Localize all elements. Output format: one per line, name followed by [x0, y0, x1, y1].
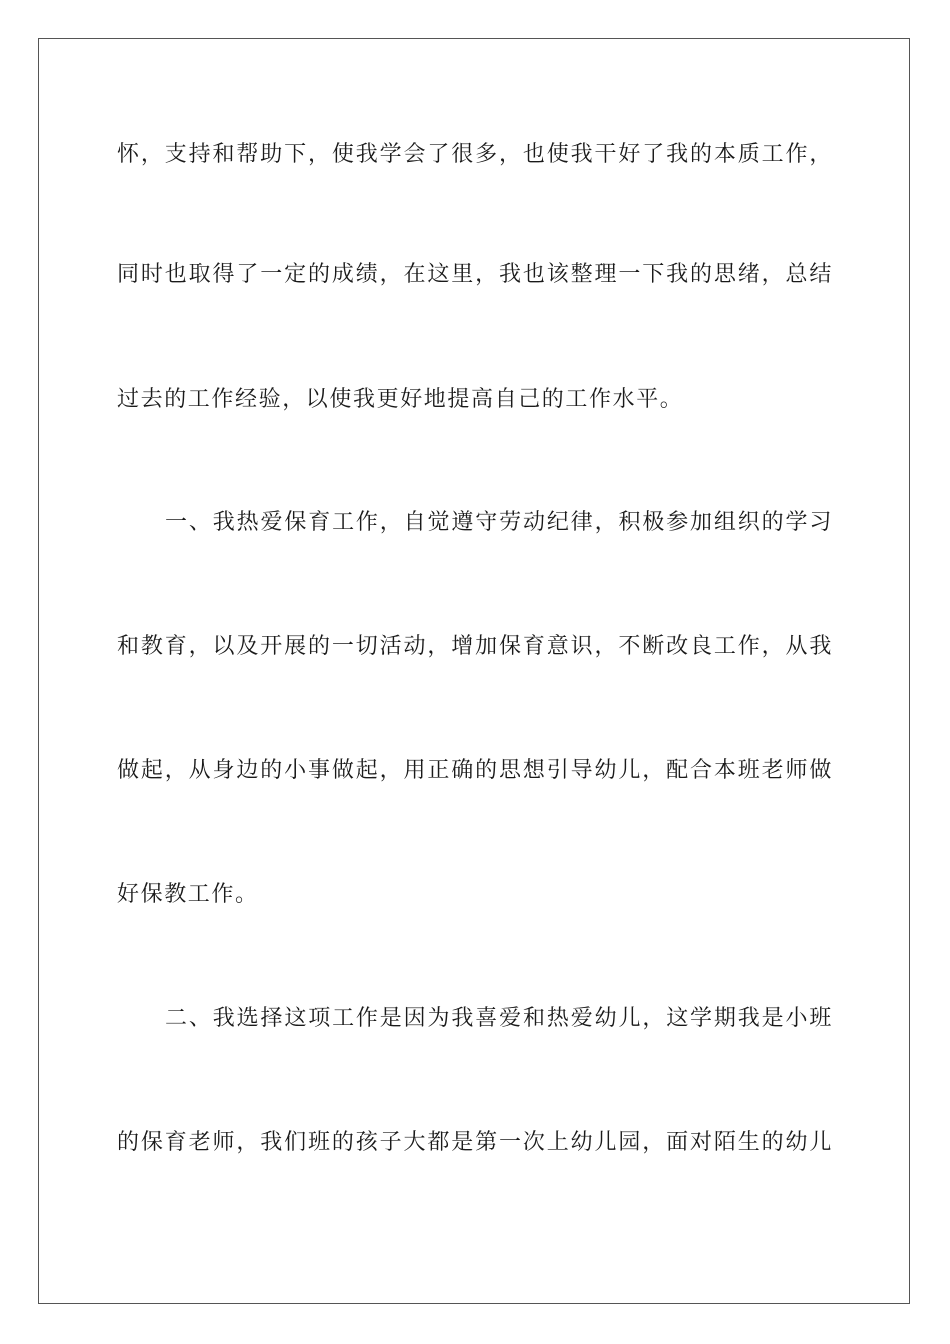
section-one-first-line: 一、我热爱保育工作，自觉遵守劳动纪律，积极参加组织的学习 — [165, 510, 833, 535]
paragraph-line: 过去的工作经验，以使我更好地提高自己的工作水平。 — [117, 387, 684, 412]
paragraph-line: 怀，支持和帮助下，使我学会了很多，也使我干好了我的本质工作， — [117, 142, 833, 167]
paragraph-line: 好保教工作。 — [117, 882, 259, 907]
section-two-first-line: 二、我选择这项工作是因为我喜爱和热爱幼儿，这学期我是小班 — [165, 1006, 833, 1031]
page-border — [38, 38, 910, 1304]
paragraph-line: 的保育老师，我们班的孩子大都是第一次上幼儿园，面对陌生的幼儿 — [117, 1130, 833, 1155]
paragraph-line: 和教育，以及开展的一切活动，增加保育意识，不断改良工作，从我 — [117, 634, 833, 659]
paragraph-line: 同时也取得了一定的成绩，在这里，我也该整理一下我的思绪，总结 — [117, 262, 833, 287]
paragraph-line: 做起，从身边的小事做起，用正确的思想引导幼儿，配合本班老师做 — [117, 758, 833, 783]
